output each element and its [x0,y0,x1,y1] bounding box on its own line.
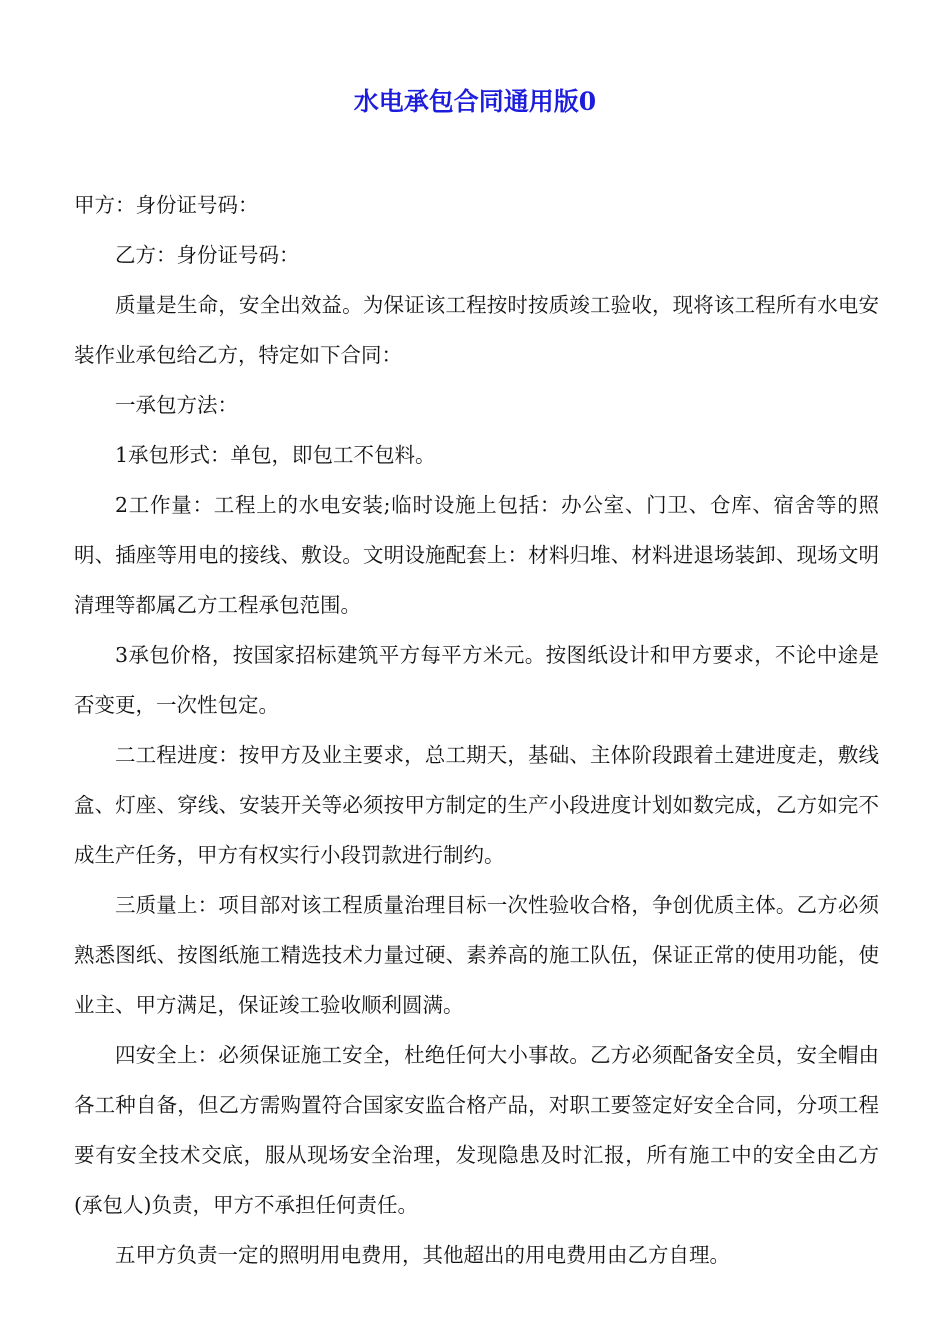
document-body [74,180,879,1280]
preamble-paragraph: 质量是生命，安全出效益。为保证该工程按时按质竣工验收，现将该工程所有水电安装作业承包给乙方，特定如下合同： [74,293,879,367]
clause-1-3: 3承包价格，按国家招标建筑平方每平方米元。按图纸设计和甲方要求，不论中途是否变更，一次性包定。 [74,643,879,717]
clause-1-1: 1承包形式：单包，即包工不包料。 [115,443,436,467]
section-4-paragraph: 四安全上：必须保证施工安全，杜绝任何大小事故。乙方必须配备安全员，安全帽由各工种自备，但乙方需购置符合国家安监合格产品，对职工要签定好安全合同，分项工程要有安全技术交底，服从现场安全治理，发现隐患及时汇报，所有施工中的安全由乙方(承包人)负责，甲方不承担任何责任。 [74,1043,879,1217]
section-3-paragraph: 三质量上：项目部对该工程质量治理目标一次性验收合格，争创优质主体。乙方必须熟悉图纸、按图纸施工精选技术力量过硬、素养高的施工队伍，保证正常的使用功能，使业主、甲方满足，保证竣工验收顺利圆满。 [74,893,879,1017]
document-title: 水电承包合同通用版0 [353,87,597,116]
party-b-line: 乙方：身份证号码： [115,243,300,267]
section-2-paragraph: 二工程进度：按甲方及业主要求，总工期天，基础、主体阶段跟着土建进度走，敷线盒、灯座、穿线、安装开关等必须按甲方制定的生产小段进度计划如数完成，乙方如完不成生产任务，甲方有权实行小段罚款进行制约。 [74,743,879,867]
section-1-heading: 一承包方法： [115,393,238,417]
party-a-line: 甲方：身份证号码： [74,193,259,217]
section-5-paragraph: 五甲方负责一定的照明用电费用，其他超出的用电费用由乙方自理。 [115,1243,730,1267]
clause-1-2: 2工作量：工程上的水电安装;临时设施上包括：办公室、门卫、仓库、宿舍等的照明、插座等用电的接线、敷设。文明设施配套上：材料归堆、材料进退场装卸、现场文明清理等都属乙方工程承包范围。 [74,493,879,617]
